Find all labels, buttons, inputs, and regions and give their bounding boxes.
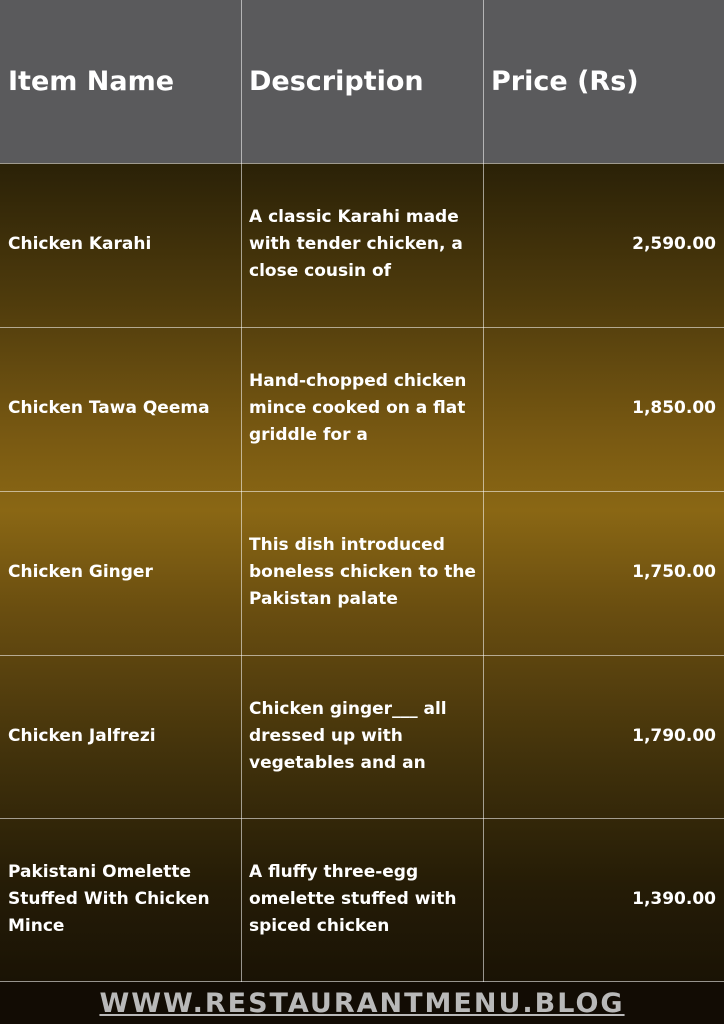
item-description: This dish introduced boneless chicken to the Pakistan palate: [249, 535, 476, 609]
item-name: Chicken Tawa Qeema: [8, 398, 210, 418]
item-description: Chicken ginger___ all dressed up with vegetables and an: [249, 699, 447, 773]
header-item-name: Item Name: [8, 66, 175, 97]
footer: [0, 982, 724, 1024]
item-price: 1,790.00: [632, 726, 716, 746]
website-link[interactable]: WWW.RESTAURANTMENU.BLOG: [99, 987, 625, 1019]
row-divider: [0, 327, 724, 328]
header-description: Description: [249, 66, 424, 97]
item-price: 2,590.00: [632, 234, 716, 254]
item-price: 1,850.00: [632, 398, 716, 418]
item-name: Pakistani Omelette Stuffed With Chicken Mince: [8, 862, 210, 936]
item-price: 1,390.00: [632, 889, 716, 909]
item-name: Chicken Ginger: [8, 562, 153, 582]
row-divider: [0, 163, 724, 164]
row-divider: [0, 491, 724, 492]
table-row: [0, 818, 724, 981]
item-name: Chicken Jalfrezi: [8, 726, 156, 746]
item-name: Chicken Karahi: [8, 234, 152, 254]
table-row: [0, 655, 724, 818]
table-row: [0, 163, 724, 326]
item-price: 1,750.00: [632, 562, 716, 582]
item-description: Hand-chopped chicken mince cooked on a flat griddle for a: [249, 371, 467, 445]
header-price: Price (Rs): [491, 66, 639, 97]
row-divider: [0, 655, 724, 656]
row-divider: [0, 818, 724, 819]
table-row: [0, 327, 724, 490]
item-description: A classic Karahi made with tender chicken, a close cousin of: [249, 207, 463, 281]
item-description: A fluffy three-egg omelette stuffed with spiced chicken: [249, 862, 457, 936]
table-row: [0, 491, 724, 654]
